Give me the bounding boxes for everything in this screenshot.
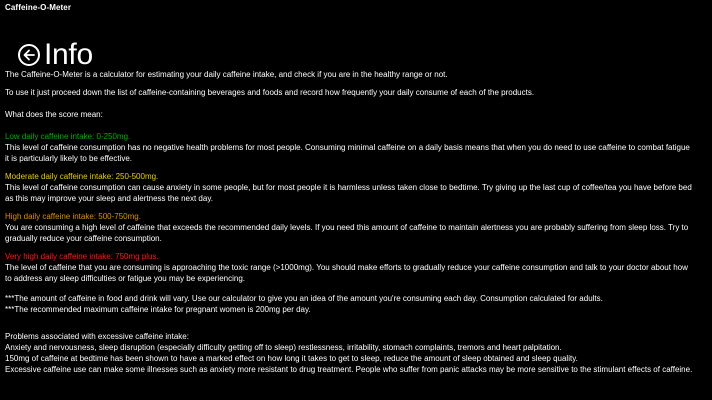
intro-text: The Caffeine-O-Meter is a calculator for estimating your daily caffeine intake, and check if you are in the healthy range or not. [5, 70, 448, 79]
arrow-left-circle-icon [22, 48, 36, 62]
page-title: Info [44, 38, 93, 71]
level-high-description: You are consuming a high level of caffeine that exceeds the recommended daily levels. If you need this amount of caffeine to maintain alertness you are probably suffering from sleep loss. Try to gradually reduce your caffeine consumption. [5, 223, 689, 243]
note-item: ***The recommended maximum caffeine intake for pregnant women is 200mg per day. [5, 305, 311, 314]
problems-heading: Problems associated with excessive caffeine intake: [5, 332, 189, 341]
app-title: Caffeine-O-Meter [5, 3, 72, 12]
problem-line: Anxiety and nervousness, sleep disruption (especially difficulty getting off to sleep) restlessness, irritability, stomach complaints, tremors and heart palpitation. [5, 343, 562, 352]
info-content [5, 69, 695, 375]
level-very-high [5, 251, 695, 284]
score-heading: What does the score mean: [5, 110, 103, 119]
page-header [18, 38, 93, 72]
level-low [5, 131, 695, 164]
problems-section [5, 331, 695, 375]
note-item: ***The amount of caffeine in food and drink will vary. Use our calculator to give you an idea of the amount you're consuming each day. Consumption calculated for adults. [5, 294, 603, 303]
level-high [5, 211, 695, 244]
level-moderate [5, 171, 695, 204]
level-low-title: Low daily caffeine intake: 0-250mg. [5, 132, 131, 141]
problem-line: 150mg of caffeine at bedtime has been shown to have a marked effect on how long it takes to get to sleep, reduce the amount of sleep obtained and sleep quality. [5, 354, 578, 363]
usage-text: To use it just proceed down the list of caffeine-containing beverages and foods and record how frequently your daily consume of each of the products. [5, 88, 535, 97]
problem-line: Excessive caffeine use can make some illnesses such as anxiety more resistant to drug treatment. People who suffer from panic attacks may be more sensitive to the stimulant effects of caffeine. [5, 365, 693, 374]
level-moderate-title: Moderate daily caffeine intake: 250-500mg. [5, 172, 159, 181]
notes [5, 293, 695, 315]
level-very-high-title: Very high daily caffeine intake: 750mg plus. [5, 252, 159, 261]
back-button[interactable] [18, 44, 40, 66]
level-moderate-description: This level of caffeine consumption can cause anxiety in some people, but for most people it is harmless unless taken close to bedtime. Try giving up the last cup of coffee/tea you have before bed as this may improve your sleep and alertness the next day. [5, 183, 692, 203]
level-very-high-description: The level of caffeine that you are consuming is approaching the toxic range (>1000mg). You should make efforts to gradually reduce your caffeine consumption and talk to your doctor about how to address any sleep difficulties or fatigue you may be experiencing. [5, 263, 688, 283]
level-low-description: This level of caffeine consumption has no negative health problems for most people. Consuming minimal caffeine on a daily basis means that when you do need to use caffeine to combat fatigue it is particularly likely to be effective. [5, 143, 690, 163]
level-high-title: High daily caffeine intake: 500-750mg. [5, 212, 141, 221]
